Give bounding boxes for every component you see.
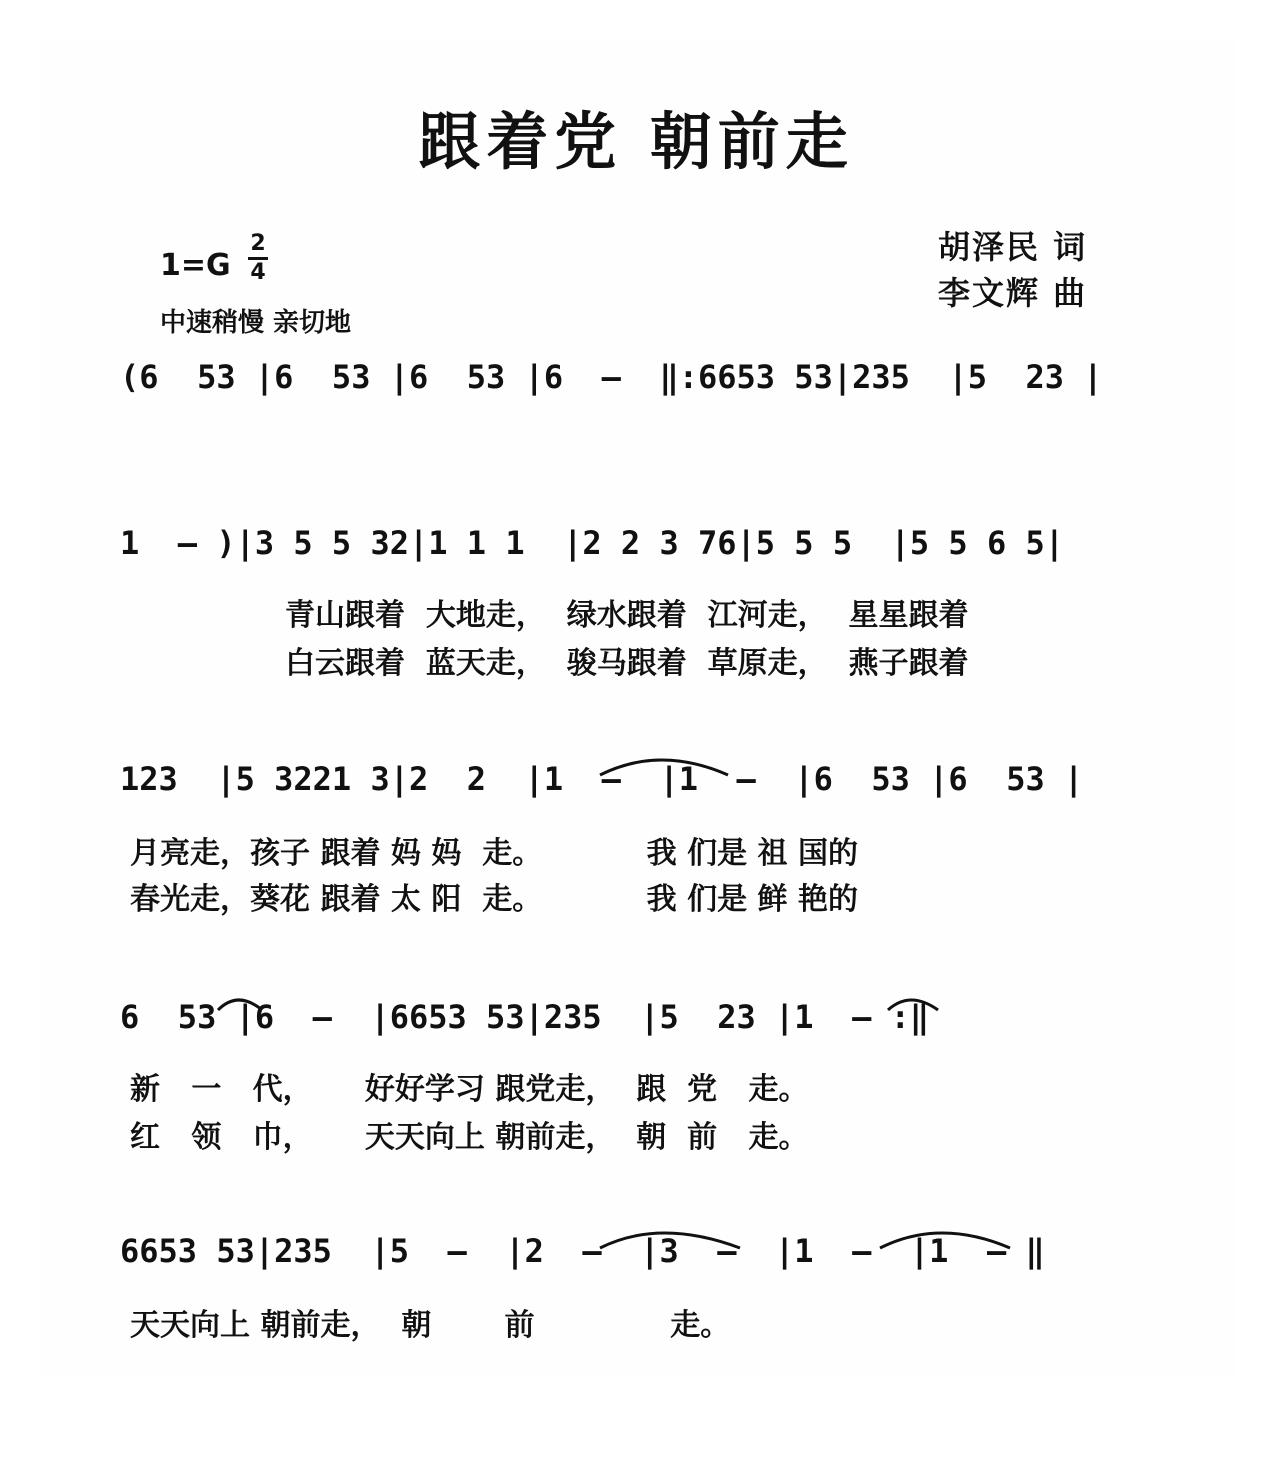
lyric-line-3-verse-2: 春光走，葵花 跟着 太 阳 走。 我 们是 鲜 艳的 (130, 882, 858, 917)
notation-text: (6 53 |6 53 |6 53 |6 – ‖:6653 53|235 |5 23 | (120, 358, 1103, 396)
lyric-line-4-verse-2: 红 领 巾， 天天向上 朝前走， 朝 前 走。 (130, 1120, 809, 1155)
composer-credit: 李文辉 曲 (938, 274, 1088, 312)
key-signature: 1=G (160, 248, 231, 283)
slur-mark (888, 1000, 938, 1010)
lyric-line-4-verse-1: 新 一 代， 好好学习 跟党走， 跟 党 走。 (130, 1072, 809, 1107)
notation-text: 6653 53|235 |5 – |2 – |3 – |1 – |1 – ‖ (120, 1232, 1045, 1270)
tie-mark (600, 760, 728, 775)
song-title: 跟着党 朝前走 (418, 105, 854, 178)
tempo-marking: 中速稍慢 亲切地 (160, 308, 352, 338)
tie-mark (600, 1233, 740, 1248)
notation-text: 123 |5 3221 3|2 2 |1 – |1 – |6 53 |6 53 | (120, 760, 1084, 798)
lyric-line-2-verse-2: 白云跟着 蓝天走， 骏马跟着 草原走， 燕子跟着 (285, 646, 969, 681)
lyric-line-3-verse-1: 月亮走，孩子 跟着 妈 妈 走。 我 们是 祖 国的 (130, 836, 858, 871)
lyric-line-2-verse-1: 青山跟着 大地走， 绿水跟着 江河走， 星星跟着 (285, 598, 969, 633)
slur-mark (218, 1000, 262, 1010)
notation-text: 1 – )|3 5 5 32|1 1 1 |2 2 3 76|5 5 5 |5 5 6 5| (120, 524, 1065, 562)
time-signature-bottom: 4 (250, 260, 266, 285)
notation-text: 6 53 |6 – |6653 53|235 |5 23 |1 – :‖ (120, 998, 930, 1036)
tie-mark (880, 1233, 1010, 1248)
time-signature-top: 2 (250, 231, 266, 256)
lyric-line-5-verse-1: 天天向上 朝前走， 朝 前 走。 (130, 1308, 731, 1343)
lyricist-credit: 胡泽民 词 (938, 228, 1088, 266)
